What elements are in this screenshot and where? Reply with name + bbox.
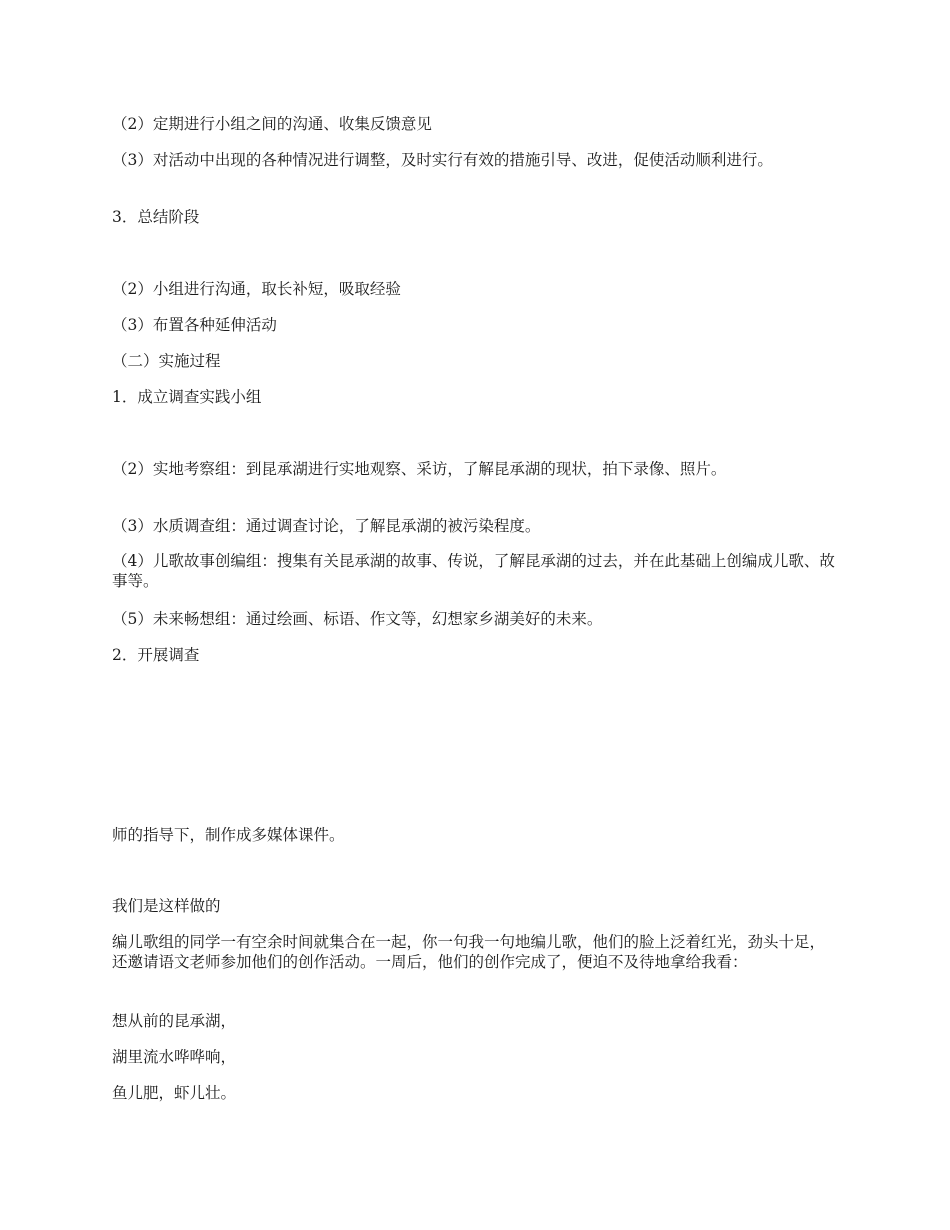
- paragraph-adjustment: （3）对活动中出现的各种情况进行调整，及时实行有效的措施引导、改进，促使活动顺利进行。: [112, 151, 773, 169]
- heading-implementation-process: （二）实施过程: [112, 352, 221, 370]
- paragraph-field-survey-group: （2）实地考察组：到昆承湖进行实地观察、采访，了解昆承湖的现状，拍下录像、照片。: [112, 460, 727, 478]
- paragraph-story-group: （4）儿歌故事创编组：搜集有关昆承湖的故事、传说，了解昆承湖的过去，并在此基础上创编成儿歌、故事等。: [112, 552, 835, 590]
- poem-line-1: 想从前的昆承湖，: [112, 1012, 237, 1030]
- heading-conduct-survey: 2．开展调查: [112, 646, 200, 664]
- paragraph-nursery-rhyme-group: 编儿歌组的同学一有空余时间就集合在一起，你一句我一句地编儿歌，他们的脸上泛着红光，劲头十足，还邀请语文老师参加他们的创作活动。一周后，他们的创作完成了，便迫不及待地拿给我看：: [112, 933, 826, 971]
- paragraph-extension-activities: （3）布置各种延伸活动: [112, 316, 277, 334]
- heading-how-we-did: 我们是这样做的: [112, 897, 221, 915]
- paragraph-multimedia: 师的指导下，制作成多媒体课件。: [112, 826, 345, 844]
- poem-line-3: 鱼儿肥，虾儿壮。: [112, 1084, 237, 1102]
- heading-summary-stage: 3．总结阶段: [112, 208, 200, 226]
- heading-form-groups: 1．成立调查实践小组: [112, 388, 262, 406]
- paragraph-feedback: （2）定期进行小组之间的沟通、收集反馈意见: [112, 115, 432, 133]
- poem-line-2: 湖里流水哗哗响，: [112, 1048, 237, 1066]
- paragraph-water-quality-group: （3）水质调查组：通过调查讨论，了解昆承湖的被污染程度。: [112, 517, 541, 535]
- paragraph-future-group: （5）未来畅想组：通过绘画、标语、作文等，幻想家乡湖美好的未来。: [112, 610, 603, 628]
- paragraph-group-communication: （2）小组进行沟通，取长补短，吸取经验: [112, 280, 401, 298]
